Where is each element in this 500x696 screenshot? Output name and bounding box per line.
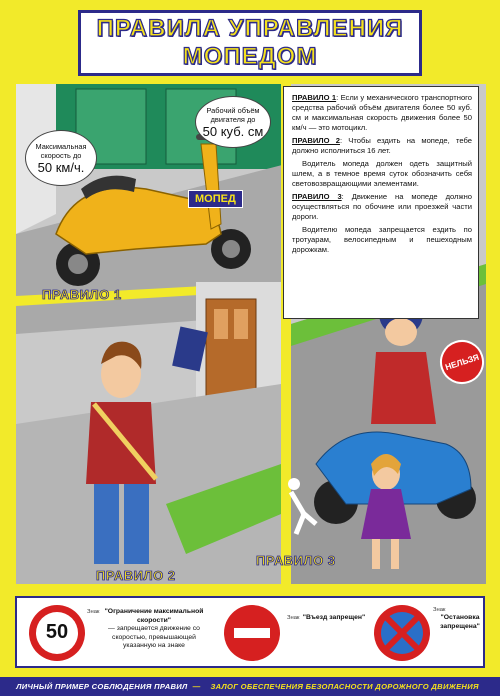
max-speed-line1: Максимальная xyxy=(35,141,87,151)
rule-3-extra: Водителю мопеда запрещается ездить по тротуарам, велосипедным и пешеходным дорожкам. xyxy=(292,225,472,254)
engine-line1: Рабочий объём xyxy=(206,105,260,115)
footer-left: ЛИЧНЫЙ ПРИМЕР СОБЛЮДЕНИЯ ПРАВИЛ xyxy=(16,682,188,691)
rule-1-text: : Если у механического транспортного средства рабочий объём двигателя более 50 куб. см и максимальная скорость движения более 50 км/ч — это мотоцикл. xyxy=(292,93,473,132)
rule-1-heading: ПРАВИЛО 1 xyxy=(292,93,337,102)
rule-2-paragraph xyxy=(292,136,472,156)
engine-value: 50 куб. см xyxy=(202,123,264,139)
no-stopping-title: "Остановка запрещена" xyxy=(440,614,480,630)
footer-right: ЗАЛОГ ОБЕСПЕЧЕНИЯ БЕЗОПАСНОСТИ ДОРОЖНОГО ДВИЖЕНИЯ xyxy=(210,682,479,691)
max-speed-value: 50 км/ч. xyxy=(37,159,85,175)
no-entry-title: "Въезд запрещен" xyxy=(302,614,366,621)
no-entry-sign-icon xyxy=(222,603,282,663)
rule-3-label: ПРАВИЛО 3 xyxy=(256,553,336,568)
no-stopping-znak: Знак xyxy=(433,607,446,613)
no-stopping-caption xyxy=(433,607,485,631)
no-stopping-sign-icon xyxy=(372,603,432,663)
speed-sign-title: "Ограничение максимальной скорости" xyxy=(104,608,204,624)
speed-sign-caption xyxy=(87,608,213,651)
footer-separator: — xyxy=(192,682,201,691)
no-entry-caption xyxy=(287,614,369,623)
rule-3-text: : Движение на мопеде должно осуществляться по обочине или проезжей части дороги. xyxy=(292,192,472,221)
speed-limit-value: 50 xyxy=(45,621,69,643)
engine-line2: двигателя до xyxy=(210,114,256,124)
rule-2-text: : Чтобы ездить на мопеде, тебе должно исполниться 16 лет. xyxy=(292,136,472,155)
engine-volume-bubble xyxy=(195,96,271,148)
title-line-1: ПРАВИЛА УПРАВЛЕНИЯ xyxy=(96,15,404,42)
rule-3-paragraph xyxy=(292,192,472,222)
max-speed-line2: скорость до xyxy=(40,150,82,160)
rules-text-box xyxy=(283,86,479,319)
rule-3-heading: ПРАВИЛО 3 xyxy=(292,192,342,201)
footer-banner xyxy=(0,677,500,696)
road-signs-strip xyxy=(15,596,485,668)
rule-1-paragraph xyxy=(292,93,472,133)
speed-sign-znak: Знак xyxy=(87,609,100,615)
rule-1-label: ПРАВИЛО 1 xyxy=(42,287,122,302)
speed-sign-desc: — запрещается движение со скоростью, превышающей указанную на знаке xyxy=(108,625,200,650)
rule-2-extra: Водитель мопеда должен одеть защитный шлем, а в темное время суток обозначить себя световозвращающими элементами. xyxy=(292,159,472,188)
max-speed-bubble xyxy=(25,130,97,186)
title-box xyxy=(78,10,422,76)
moped-label: МОПЕД xyxy=(188,190,243,208)
nelzya-badge: НЕЛЬЗЯ xyxy=(434,334,489,389)
rule-2-heading: ПРАВИЛО 2 xyxy=(292,136,340,145)
rule-2-label: ПРАВИЛО 2 xyxy=(96,568,176,583)
no-entry-znak: Знак xyxy=(287,615,300,621)
title-line-2: МОПЕДОМ xyxy=(182,43,318,70)
